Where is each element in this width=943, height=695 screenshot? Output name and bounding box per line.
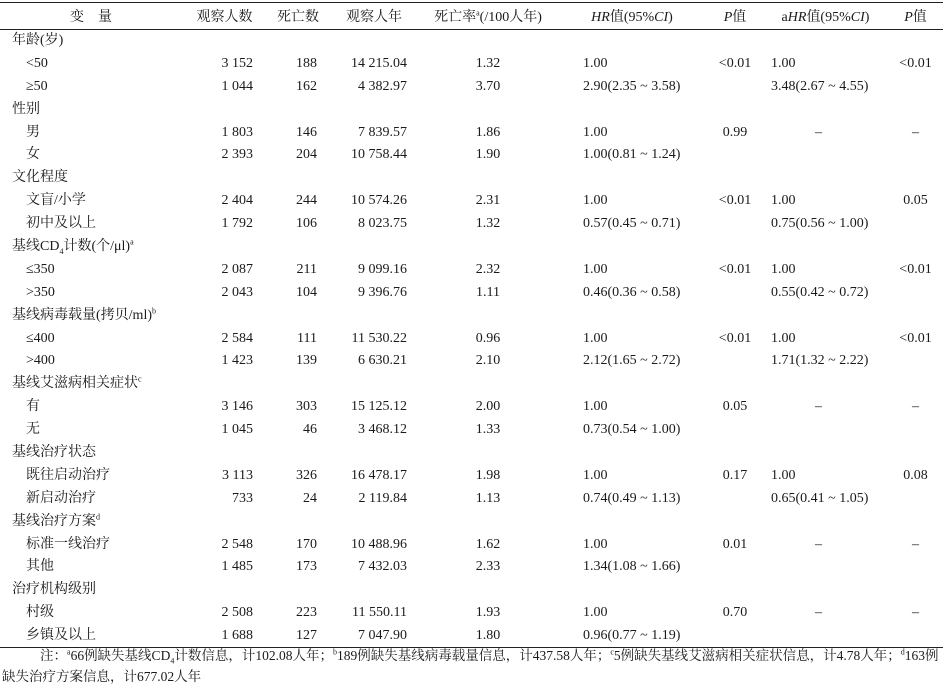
hr-value: 1.00 [583,399,608,415]
observed-count: 3 113 [222,467,253,483]
death-count: 46 [303,422,317,438]
level-label: 无 [26,422,40,438]
death-count: 104 [296,284,317,300]
adjusted-p-value: <0.01 [899,55,932,71]
adjusted-hr-value: – [815,605,822,621]
observed-count: 2 087 [221,261,253,277]
adjusted-hr-value: 1.00 [771,55,796,71]
p-value: 0.05 [722,399,748,415]
category-row [0,442,943,465]
death-rate: 1.11 [476,284,500,300]
level-label: >400 [26,353,55,369]
hr-value: 1.00 [583,193,608,209]
p-value [707,281,763,304]
adjusted-p-value: – [912,536,919,552]
hr-value: 0.96(0.77 ~ 1.19) [557,625,707,648]
adjusted-p-value: – [912,124,919,140]
category-label: 年龄(岁) [12,33,64,49]
observed-count: 1 423 [221,353,253,369]
adjusted-p-value: <0.01 [899,261,932,277]
category-row [0,167,943,190]
person-years: 10 574.26 [351,193,407,209]
death-count: 127 [267,625,329,648]
p-value: 0.70 [722,605,748,621]
observed-count: 1 792 [221,216,253,232]
hr-value: 1.00 [583,261,608,277]
level-label: 新启动治疗 [26,490,96,506]
death-count: 244 [296,193,317,209]
category-label: 基线治疗方案$^d$ [12,511,100,529]
adjusted-p-value: <0.01 [899,330,932,346]
death-count: 106 [296,216,317,232]
adjusted-hr-value [763,556,888,579]
adjusted-p-value [888,350,943,373]
observed-count: 2 548 [221,536,253,552]
level-label: >350 [26,284,55,300]
person-years: 6 630.21 [358,353,407,369]
death-count: 146 [296,124,317,140]
hr-value: 1.34(1.08 ~ 1.66) [583,559,681,575]
death-rate: 2.33 [475,559,501,575]
hr-value: 1.00 [583,467,608,483]
observed-count: 3 146 [221,399,253,415]
death-rate: 0.96 [475,330,501,346]
observed-count: 1 803 [221,124,253,140]
category-row [0,236,943,259]
category-row [0,304,943,327]
p-value [707,487,763,510]
person-years: 4 382.97 [358,78,407,94]
category-label: 基线艾滋病相关症状$^c$ [12,374,142,392]
category-label: 治疗机构级别 [12,582,96,598]
level-label: ≥50 [26,78,48,94]
p-value [707,419,763,442]
observed-count: 1 044 [221,78,253,94]
p-value [707,350,763,373]
p-value: <0.01 [718,193,752,209]
table-row [0,556,943,579]
death-rate: 1.86 [475,124,501,140]
hr-value: 1.00 [583,605,608,621]
observed-count: 733 [232,490,253,506]
adjusted-hr-value: 1.00 [771,193,796,209]
person-years: 7 839.57 [358,124,407,140]
level-label: 其他 [26,559,54,575]
observed-count: 1 485 [221,559,253,575]
person-years: 3 468.12 [358,422,407,438]
table-row [0,144,943,167]
death-rate: 2.32 [475,261,501,277]
adjusted-p-value [888,487,943,510]
table-row [0,190,943,213]
death-count: 326 [296,467,317,483]
observed-count: 2 404 [221,193,253,209]
header-variable: 变 量 [0,3,182,30]
adjusted-hr-value: 1.00 [771,467,796,483]
level-label: 标准一线治疗 [26,536,110,552]
p-value [707,213,763,236]
adjusted-hr-value: – [815,399,822,415]
table-row [0,396,943,419]
observed-count: 1 688 [182,625,267,648]
header-hr: HR值(95%CI) [557,3,707,30]
category-row [0,30,943,53]
observed-count: 1 045 [221,422,253,438]
level-label: 男 [26,124,40,140]
death-rate: 2.10 [475,353,501,369]
hr-value: 1.00 [583,55,608,71]
person-years: 16 478.17 [351,467,407,483]
category-row [0,510,943,533]
death-count: 170 [296,536,317,552]
adjusted-p-value: 0.05 [903,193,928,209]
header-adjusted-hr: aHR值(95%CI) [763,3,888,30]
person-years: 10 758.44 [351,147,407,163]
person-years: 14 215.04 [351,55,407,71]
hr-value: 2.12(1.65 ~ 2.72) [583,353,681,369]
hr-value: 0.46(0.36 ~ 0.58) [583,284,681,300]
level-label: 女 [26,147,40,163]
person-years: 7 047.90 [329,625,419,648]
adjusted-p-value: – [912,605,919,621]
table-row [0,487,943,510]
table-row [0,327,943,350]
death-count: 173 [296,559,317,575]
category-row [0,98,943,121]
death-rate: 1.93 [475,605,501,621]
death-rate: 1.13 [475,490,501,506]
level-label: 既往启动治疗 [26,467,110,483]
death-count: 188 [296,55,317,71]
p-value: <0.01 [718,261,752,277]
observed-count: 2 584 [221,330,253,346]
person-years: 11 550.11 [352,605,407,621]
p-value: 0.01 [722,536,748,552]
table-row [0,75,943,98]
hr-value: 1.00 [583,124,608,140]
death-rate: 1.62 [475,536,501,552]
level-label: 乡镇及以上 [0,625,182,648]
hr-value: 1.00 [583,330,608,346]
header-observed-count: 观察人数 [182,3,267,30]
adjusted-hr-value [763,144,888,167]
hr-value: 0.74(0.49 ~ 1.13) [583,490,681,506]
p-value [707,144,763,167]
level-label: 初中及以上 [26,216,96,232]
death-count: 24 [303,490,317,506]
results-table [0,2,943,648]
person-years: 10 488.96 [351,536,407,552]
adjusted-p-value [888,419,943,442]
adjusted-hr-value [763,419,888,442]
header-person-years: 观察人年 [329,3,419,30]
table-row [0,419,943,442]
hr-value: 0.73(0.54 ~ 1.00) [583,422,681,438]
header-death-rate: 死亡率$^a$(/100人年) [419,3,557,30]
category-label: 文化程度 [12,170,68,186]
death-count: 139 [296,353,317,369]
category-row [0,579,943,602]
adjusted-p-value [888,281,943,304]
adjusted-p-value [888,556,943,579]
p-value: <0.01 [718,330,752,346]
p-value [707,556,763,579]
table-row [0,602,943,625]
table-row [0,464,943,487]
adjusted-p-value: 0.08 [903,467,928,483]
table-row [0,213,943,236]
level-label: ≤350 [26,261,55,277]
level-label: <50 [26,55,48,71]
table-row [0,52,943,75]
table-header [0,3,943,30]
adjusted-hr-value: 1.00 [771,330,796,346]
p-value: 0.99 [722,124,748,140]
observed-count: 2 043 [221,284,253,300]
adjusted-hr-value: – [815,124,822,140]
death-count: 303 [296,399,317,415]
person-years: 11 530.22 [351,330,407,346]
person-years: 15 125.12 [351,399,407,415]
adjusted-hr-value: 0.65(0.41 ~ 1.05) [771,490,869,506]
category-label: 基线病毒载量(拷贝/ml)$^b$ [12,305,156,323]
category-label: 基线$CD_4$计数(个/μl)$^a$ [12,237,134,256]
table-row [0,281,943,304]
death-count: 223 [296,605,317,621]
adjusted-p-value [888,75,943,98]
death-rate: 1.33 [475,422,501,438]
death-count: 211 [296,261,317,277]
hr-value: 1.00(0.81 ~ 1.24) [583,147,681,163]
table-row [0,350,943,373]
table-row [0,533,943,556]
adjusted-hr-value: – [815,536,822,552]
hr-value: 2.90(2.35 ~ 3.58) [583,78,681,94]
death-rate: 2.00 [475,399,501,415]
level-label: 文盲/小学 [26,193,86,209]
category-label: 基线治疗状态 [12,444,96,460]
level-label: 村级 [26,605,54,621]
person-years: 2 119.84 [358,490,407,506]
death-rate: 2.31 [475,193,501,209]
table-row [0,258,943,281]
table-body [0,30,943,648]
table-footnote: 注：$^a$66例缺失基线$CD_4$计数信息，计102.08人年；$^b$189例缺失基线病毒载量信息，计437.58人年；$^c$5例缺失基线艾滋病相关症状信息，计4.78人年；$^d$163例缺失治疗方案信息，计677.02人年 [2,647,939,684]
hr-value: 1.00 [583,536,608,552]
death-rate: 1.80 [419,625,557,648]
death-rate: 1.32 [475,216,501,232]
person-years: 8 023.75 [358,216,407,232]
level-label: ≤400 [26,330,55,346]
adjusted-hr-value: 0.75(0.56 ~ 1.00) [771,216,869,232]
header-adjusted-p-value: P值 [888,3,943,30]
observed-count: 2 508 [221,605,253,621]
observed-count: 2 393 [221,147,253,163]
category-label: 性别 [12,101,40,117]
death-rate: 1.98 [475,467,501,483]
adjusted-p-value: – [912,399,919,415]
table-row [0,121,943,144]
category-row [0,373,943,396]
person-years: 7 432.03 [358,559,407,575]
level-label: 有 [26,399,40,415]
adjusted-hr-value: 1.00 [771,261,796,277]
death-count: 111 [297,330,317,346]
p-value: 0.17 [722,467,748,483]
person-years: 9 396.76 [358,284,407,300]
adjusted-hr-value: 1.71(1.32 ~ 2.22) [771,353,869,369]
adjusted-p-value [888,213,943,236]
adjusted-p-value [888,144,943,167]
death-count: 204 [296,147,317,163]
death-rate: 1.32 [475,55,501,71]
death-count: 162 [296,78,317,94]
header-deaths: 死亡数 [267,3,329,30]
adjusted-hr-value: 0.55(0.42 ~ 0.72) [771,284,869,300]
death-rate: 3.70 [475,78,501,94]
person-years: 9 099.16 [358,261,407,277]
adjusted-hr-value: 3.48(2.67 ~ 4.55) [771,78,869,94]
p-value: <0.01 [718,55,752,71]
hr-value: 0.57(0.45 ~ 0.71) [583,216,681,232]
observed-count: 3 152 [221,55,253,71]
p-value [707,75,763,98]
header-p-value: P值 [707,3,763,30]
death-rate: 1.90 [475,147,501,163]
